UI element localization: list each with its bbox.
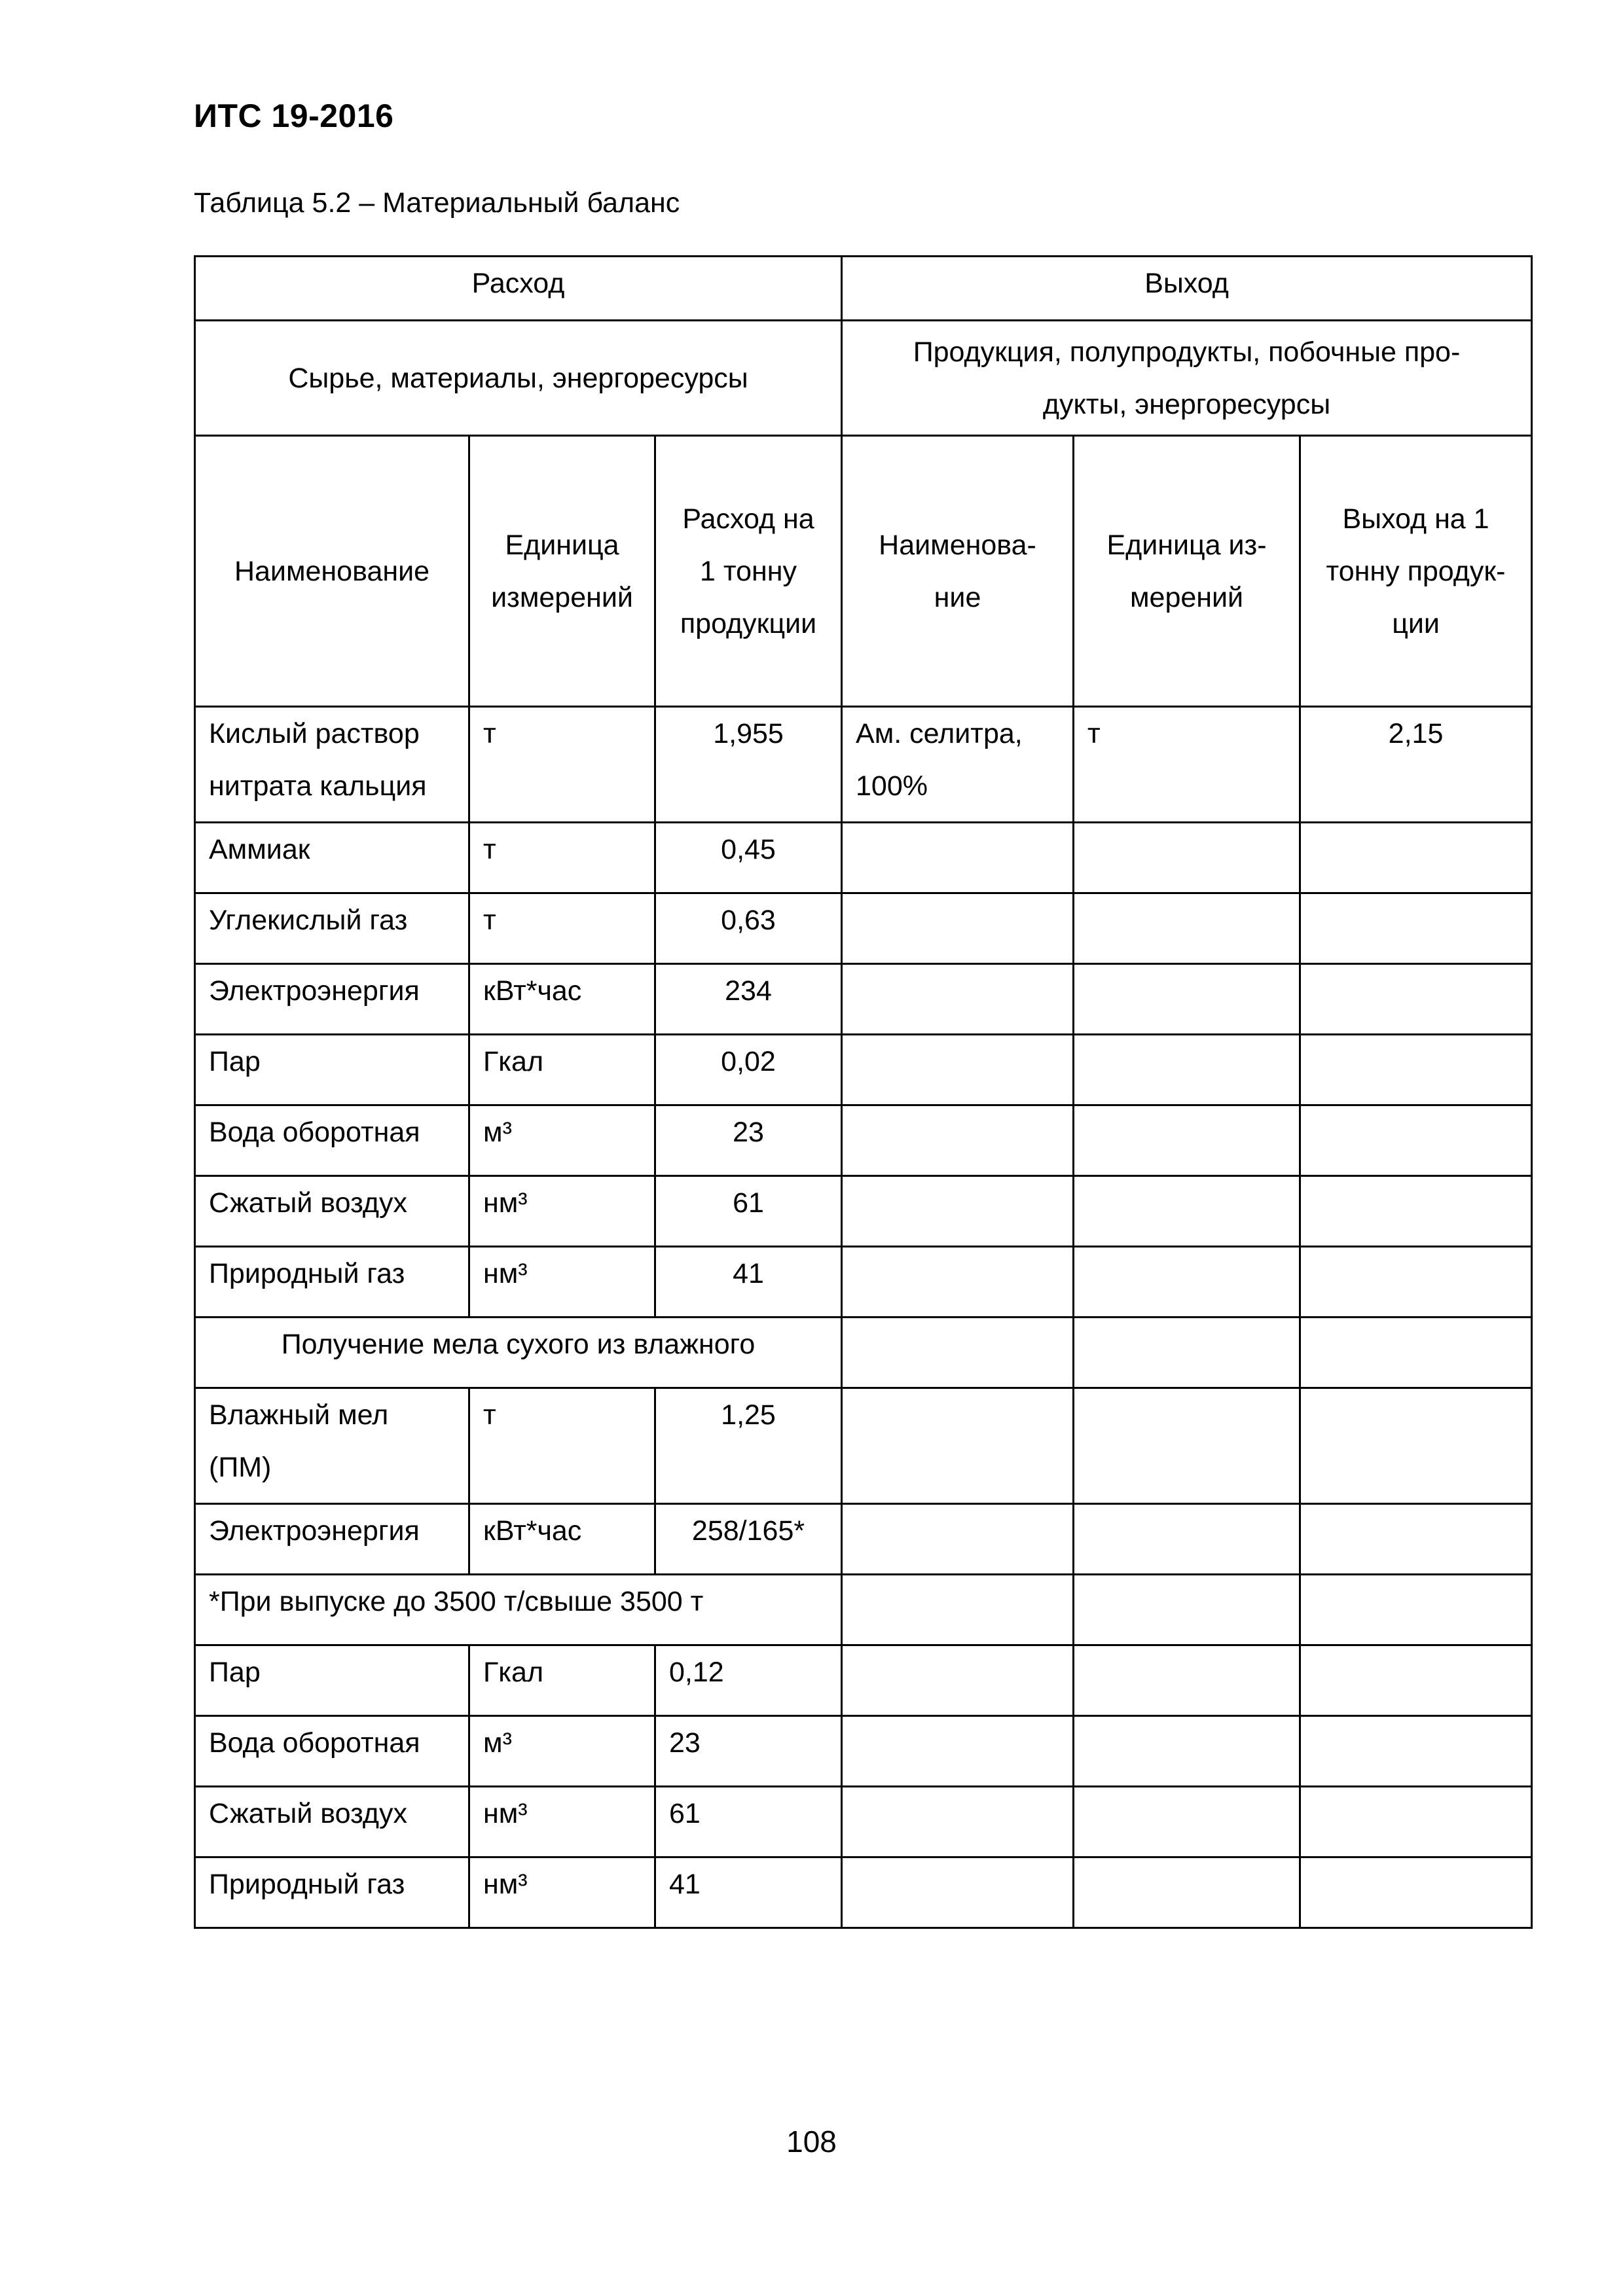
- empty-cell: [1300, 1645, 1532, 1716]
- empty-cell: [1300, 1247, 1532, 1318]
- row-name: Электроэнергия: [195, 1504, 469, 1575]
- footnote: *При выпуске до 3500 т/свыше 3500 т: [195, 1575, 842, 1645]
- empty-cell: [1300, 823, 1532, 893]
- col-header-input-unit: [469, 436, 655, 707]
- row-value: 1,25: [655, 1388, 842, 1504]
- empty-cell: [1074, 1787, 1300, 1857]
- row-name-line2: нитрата кальция: [209, 770, 427, 802]
- section-title: Получение мела сухого из влажного: [195, 1318, 842, 1388]
- empty-cell: [842, 1575, 1074, 1645]
- empty-cell: [1300, 1787, 1532, 1857]
- table-row: [195, 1857, 1532, 1928]
- empty-cell: [1300, 1857, 1532, 1928]
- row-value: 61: [655, 1787, 842, 1857]
- empty-cell: [1300, 1035, 1532, 1105]
- row-output-name: [842, 707, 1074, 823]
- table-row: [195, 1787, 1532, 1857]
- section-row: [195, 1318, 1532, 1388]
- empty-cell: [1300, 893, 1532, 964]
- empty-cell: [842, 893, 1074, 964]
- row-unit: нм³: [469, 1787, 655, 1857]
- row-name: Углекислый газ: [195, 893, 469, 964]
- row-name: Электроэнергия: [195, 964, 469, 1035]
- col-header-output-rate: [1300, 436, 1532, 707]
- row-output-unit: т: [1074, 707, 1300, 823]
- row-name: Пар: [195, 1035, 469, 1105]
- subgroup-output-line2: дукты, энергоресурсы: [1042, 388, 1331, 420]
- row-name: [195, 707, 469, 823]
- row-unit: т: [469, 823, 655, 893]
- row-unit: Гкал: [469, 1035, 655, 1105]
- row-name-line1: Влажный мел: [209, 1399, 389, 1431]
- empty-cell: [842, 1787, 1074, 1857]
- col-header-input-rate-line2: 1 тонну: [700, 555, 797, 587]
- group-header-output: Выход: [842, 257, 1532, 321]
- empty-cell: [1300, 1575, 1532, 1645]
- table-row: [195, 1504, 1532, 1575]
- empty-cell: [1300, 1318, 1532, 1388]
- col-header-output-unit-line1: Единица из-: [1106, 529, 1267, 561]
- empty-cell: [842, 823, 1074, 893]
- row-output-value: 2,15: [1300, 707, 1532, 823]
- row-output-name-line2: 100%: [856, 770, 928, 802]
- table-row: [195, 1645, 1532, 1716]
- empty-cell: [1074, 1318, 1300, 1388]
- row-value: 0,45: [655, 823, 842, 893]
- row-value: 23: [655, 1716, 842, 1787]
- row-unit: т: [469, 707, 655, 823]
- empty-cell: [1300, 1388, 1532, 1504]
- header-row-groups: [195, 257, 1532, 321]
- empty-cell: [1300, 1176, 1532, 1247]
- table-row: [195, 823, 1532, 893]
- subgroup-output-line1: Продукция, полупродукты, побочные про-: [913, 336, 1461, 368]
- row-name: [195, 1388, 469, 1504]
- empty-cell: [1300, 964, 1532, 1035]
- row-name-line2: (ПМ): [209, 1452, 272, 1483]
- empty-cell: [842, 964, 1074, 1035]
- row-unit: Гкал: [469, 1645, 655, 1716]
- row-value: 0,63: [655, 893, 842, 964]
- subgroup-header-output: [842, 321, 1532, 436]
- empty-cell: [842, 1035, 1074, 1105]
- row-name: Сжатый воздух: [195, 1787, 469, 1857]
- subgroup-header-input: Сырье, материалы, энергоресурсы: [195, 321, 842, 436]
- empty-cell: [1300, 1504, 1532, 1575]
- page-number: 108: [786, 2125, 837, 2159]
- row-value: 41: [655, 1857, 842, 1928]
- group-header-input: Расход: [195, 257, 842, 321]
- row-value: 61: [655, 1176, 842, 1247]
- row-unit: нм³: [469, 1247, 655, 1318]
- empty-cell: [1074, 1575, 1300, 1645]
- row-value: 1,955: [655, 707, 842, 823]
- table-caption: Таблица 5.2 – Материальный баланс: [194, 187, 680, 219]
- col-header-output-unit-line2: мерений: [1129, 581, 1244, 613]
- empty-cell: [1074, 1645, 1300, 1716]
- empty-cell: [1300, 1105, 1532, 1176]
- col-header-output-rate-line3: ции: [1392, 607, 1440, 639]
- col-header-output-name: [842, 436, 1074, 707]
- row-value: 0,02: [655, 1035, 842, 1105]
- row-unit: м³: [469, 1105, 655, 1176]
- row-unit: кВт*час: [469, 1504, 655, 1575]
- table-row: [195, 1388, 1532, 1504]
- empty-cell: [842, 1176, 1074, 1247]
- row-name: Природный газ: [195, 1857, 469, 1928]
- table-row: [195, 707, 1532, 823]
- row-value: 258/165*: [655, 1504, 842, 1575]
- row-name-line1: Кислый раствор: [209, 718, 420, 749]
- row-unit: кВт*час: [469, 964, 655, 1035]
- row-value: 0,12: [655, 1645, 842, 1716]
- col-header-output-unit: [1074, 436, 1300, 707]
- empty-cell: [842, 1857, 1074, 1928]
- row-name: Пар: [195, 1645, 469, 1716]
- table-row: [195, 1105, 1532, 1176]
- table-row: [195, 1716, 1532, 1787]
- row-name: Вода оборотная: [195, 1716, 469, 1787]
- empty-cell: [1074, 1035, 1300, 1105]
- row-name: Вода оборотная: [195, 1105, 469, 1176]
- table-row: [195, 893, 1532, 964]
- empty-cell: [842, 1318, 1074, 1388]
- table-row: [195, 1247, 1532, 1318]
- row-name: Сжатый воздух: [195, 1176, 469, 1247]
- empty-cell: [1074, 1388, 1300, 1504]
- header-row-columns: [195, 436, 1532, 707]
- row-name: Природный газ: [195, 1247, 469, 1318]
- col-header-output-name-line2: ние: [934, 581, 981, 613]
- row-output-name-line1: Ам. селитра,: [856, 718, 1023, 749]
- row-unit: т: [469, 1388, 655, 1504]
- empty-cell: [842, 1716, 1074, 1787]
- empty-cell: [1074, 823, 1300, 893]
- table-row: [195, 1035, 1532, 1105]
- row-value: 234: [655, 964, 842, 1035]
- col-header-input-unit-line1: Единица: [505, 529, 619, 561]
- row-unit: м³: [469, 1716, 655, 1787]
- empty-cell: [1074, 964, 1300, 1035]
- empty-cell: [1074, 1504, 1300, 1575]
- table-row: [195, 964, 1532, 1035]
- empty-cell: [1074, 1247, 1300, 1318]
- col-header-input-unit-line2: измерений: [491, 581, 633, 613]
- empty-cell: [1074, 1176, 1300, 1247]
- empty-cell: [1074, 893, 1300, 964]
- col-header-output-rate-line2: тонну продук-: [1326, 555, 1506, 587]
- row-value: 23: [655, 1105, 842, 1176]
- row-value: 41: [655, 1247, 842, 1318]
- col-header-input-rate: [655, 436, 842, 707]
- row-name: Аммиак: [195, 823, 469, 893]
- col-header-input-name: Наименование: [195, 436, 469, 707]
- empty-cell: [842, 1247, 1074, 1318]
- empty-cell: [1074, 1105, 1300, 1176]
- document-code: ИТС 19-2016: [194, 98, 394, 134]
- empty-cell: [842, 1504, 1074, 1575]
- col-header-output-name-line1: Наименова-: [879, 529, 1036, 561]
- col-header-input-rate-line3: продукции: [680, 607, 817, 639]
- row-unit: т: [469, 893, 655, 964]
- header-row-subgroups: [195, 321, 1532, 436]
- empty-cell: [1074, 1716, 1300, 1787]
- col-header-output-rate-line1: Выход на 1: [1342, 503, 1489, 535]
- empty-cell: [842, 1645, 1074, 1716]
- row-unit: нм³: [469, 1176, 655, 1247]
- empty-cell: [1300, 1716, 1532, 1787]
- empty-cell: [842, 1388, 1074, 1504]
- table-row: [195, 1176, 1532, 1247]
- empty-cell: [1074, 1857, 1300, 1928]
- empty-cell: [842, 1105, 1074, 1176]
- col-header-input-rate-line1: Расход на: [682, 503, 814, 535]
- row-unit: нм³: [469, 1857, 655, 1928]
- footnote-row: [195, 1575, 1532, 1645]
- material-balance-table: [194, 255, 1533, 1929]
